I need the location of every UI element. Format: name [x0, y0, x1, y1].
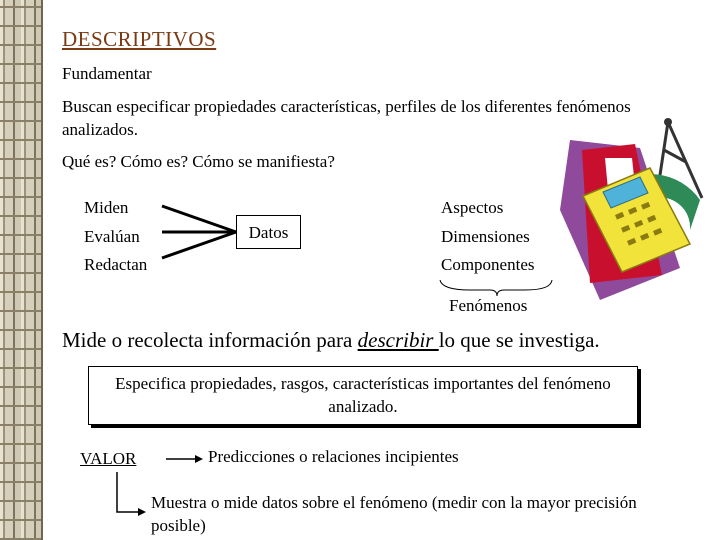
- statement-end: lo que se investiga.: [438, 328, 600, 352]
- valor-label: VALOR: [80, 449, 137, 468]
- arrow-head-icon: [138, 508, 146, 516]
- questions-text: Qué es? Cómo es? Cómo se manifiesta?: [62, 152, 335, 171]
- list-item: Evalúan: [84, 226, 140, 246]
- list-item: Aspectos: [441, 198, 504, 217]
- brace-label: Fenómenos: [449, 296, 528, 315]
- description-text: Buscan especificar propiedades características, perfiles de los diferentes fenómenos analizados.: [62, 97, 631, 139]
- list-item: Redactan: [84, 255, 148, 274]
- elbow-arrow-icon: [117, 472, 140, 512]
- definition-box: Especifica propiedades, rasgos, características importantes del fenómeno analizado.: [88, 366, 638, 425]
- list-item: Dimensiones: [441, 226, 530, 246]
- list-item: Miden: [84, 198, 129, 217]
- measure-text: Muestra o mide datos sobre el fenómeno (medir con la mayor precisión posible): [151, 493, 637, 535]
- slide-title: DESCRIPTIVOS: [62, 27, 217, 51]
- datos-box: Datos: [236, 215, 301, 249]
- predictions-text: Predicciones o relaciones incipientes: [208, 447, 459, 466]
- statement-emphasis: describir: [357, 328, 439, 352]
- list-item: Componentes: [441, 255, 535, 274]
- calculator-compass-clipart: [560, 118, 702, 300]
- converging-lines: [162, 206, 236, 258]
- statement-start: Mide o recolecta información para: [62, 328, 358, 352]
- arrow-head-icon: [195, 455, 203, 463]
- brace: [440, 280, 552, 296]
- subtitle: Fundamentar: [62, 64, 152, 83]
